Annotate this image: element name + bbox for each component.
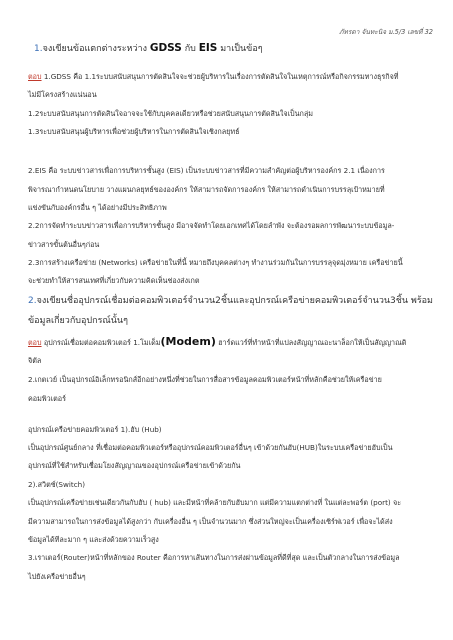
answer-b-line: จิตัล (28, 356, 42, 365)
answer-2-line: 2.EIS คือ ระบบข่าวสารเพื่อการบริหารชั้นสูง (EIS) เป็นระบบข่าวสารที่มีความสำคัญต่อผู้บริหารองค์กร 2.1 เนื่องการ (28, 166, 385, 175)
answer-1-line: 1.3ระบบสนับสนุนผู้บริหารเพื่อช่วยผู้บริหารในการตัดสินใจเชิงกลยุทธ์ (28, 127, 240, 136)
answer-b-line: มีความสามารถในการส่งข้อมูลได้สูงกว่า กับเครื่องอื่น ๆ เป็นจำนวนมาก ซึ่งส่วนใหญ่จะเป็นเครื่องเซิร์ฟเวอร์ เพื่อจะได้ส่ง (28, 517, 393, 526)
answer-b-line: ไปยังเครือข่ายอื่นๆ (28, 572, 86, 581)
answer-text: ฮาร์ดแวร์ที่ทำหน้าที่แปลงสัญญาณอะนาล็อกให้เป็นสัญญาณดิ (215, 338, 407, 347)
answer-b-line: คอมพิวเตอร์ (28, 394, 66, 403)
question-1-text: จงเขียนข้อแตกต่างระหว่าง (42, 44, 150, 54)
answer-2-line: จะช่วยทำให้สารสนเทศที่เกี่ยวกับความคิดเห็นช่องส่งเกต (28, 276, 200, 285)
question-2-number: 2. (28, 296, 37, 306)
answer-2-line: แข่งขันกับองค์กรอื่น ๆ ได้อย่างมีประสิทธิภาพ (28, 203, 167, 212)
answer-b-line: อุปกรณ์เครือข่ายคอมพิวเตอร์ 1).ฮับ (Hub) (28, 425, 162, 434)
question-1 (34, 43, 263, 54)
answer-text: อุปกรณ์เชื่อมต่อคอมพิวเตอร์ 1.โมเด็ม (41, 338, 161, 347)
eis-term: EIS (198, 42, 218, 54)
answer-label: ตอบ (28, 338, 42, 347)
question-1-text: มาเป็นข้อๆ (217, 44, 263, 54)
answer-1-line: ไม่มีโครงสร้างแน่นอน (28, 90, 97, 99)
question-2-text: ข้อมูลเกี่ยวกับอุปกรณ์นั้นๆ (28, 316, 128, 326)
modem-term: (Modem) (160, 335, 216, 348)
gdss-term: GDSS (149, 42, 182, 54)
answer-b-line: ข้อมูลได้ทีละมาก ๆ และส่งด้วยความเร็วสูง (28, 535, 159, 544)
answer-1-line (28, 72, 399, 82)
answer-b-line: เป็นอุปกรณ์เครือข่ายเช่นเดียวกันกับฮับ ( hub) และมีหน้าที่คล้ายกับฮับมาก แต่มีความแตกต่างที่ ในแต่ละพอร์ต (port) จะ (28, 498, 402, 507)
student-info: ภัทรดา จันทะนิจ ม.5/3 เลขที่ 32 (339, 28, 433, 36)
answer-2-line: 2.3การสร้างเครือข่าย (Networks) เครือข่ายในที่นี้ หมายถึงบุคคลต่างๆ ทำงานร่วมกันในการบรรลุจุดมุ่งหมาย เครือข่ายนี้ (28, 258, 403, 267)
answer-b-line: อุปกรณ์ที่ใช้สำหรับเชื่อมโยงสัญญาณของอุปกรณ์เครือข่ายเข้าด้วยกัน (28, 461, 241, 470)
answer-label: ตอบ (28, 72, 42, 81)
answer-2-line: 2.2การจัดทำระบบข่าวสารเพื่อการบริหารชั้นสูง มีอาจจัดทำโดยเอกเทศได้โดยลำพัง จะต้องรอผลการพัฒนาระบบข้อมูล- (28, 221, 395, 230)
answer-b-line: 2).สวิตช์(Switch) (28, 480, 86, 489)
answer-b-line: 2.เกตเวย์ เป็นอุปกรณ์อิเล็กทรอนิกส์อีกอย่างหนึ่งที่ช่วยในการสื่อสารข้อมูลคอมพิวเตอร์หน้าที่หลักคือช่วยให้เครือข่าย (28, 375, 382, 384)
answer-2-line: พิจารณากำหนดนโยบาย วางแผนกลยุทธ์ขององค์กร ให้สามารถจัดการองค์กร ให้สามารถดำเนินการบรรลุเป้าหมายที่ (28, 185, 385, 194)
answer-b-line: เป็นอุปกรณ์ศูนย์กลาง ที่เชื่อมต่อคอมพิวเตอร์หรืออุปกรณ์คอมพิวเตอร์อื่นๆ เข้าด้วยกันฮับ(HUB)ในระบบเครือข่ายฮับเป็น (28, 443, 393, 452)
question-1-number: 1. (34, 44, 43, 54)
answer-b-line: 3.เราเตอร์(Router)หน้าที่หลักของ Router คือการหาเส้นทางในการส่งผ่านข้อมูลที่ดีที่สุด และเป็นตัวกลางในการส่งข้อมูล (28, 553, 400, 562)
question-1-text: กับ (181, 44, 199, 54)
answer-text: 1.GDSS คือ 1.1ระบบสนับสนุนการตัดสินใจจะช่วยผู้บริหารในเรื่องการตัดสินใจในเหตุการณ์หรือกิจกรรมทางธุรกิจที่ (41, 72, 399, 81)
answer-1-line: 1.2ระบบสนับสนุนการตัดสินใจอาจจะใช้กับบุคคลเดียวหรือช่วยสนับสนุนการตัดสินใจเป็นกลุ่ม (28, 109, 313, 118)
answer-2-line: ข่าวสารขั้นต้นอื่นๆก่อน (28, 240, 100, 249)
answer-b-line (28, 337, 406, 348)
question-2-text: จงเขียนชื่ออุปกรณ์เชื่อมต่อคอมพิวเตอร์จำนวน2ชิ้นและอุปกรณ์เครือข่ายคอมพิวเตอร์จำนวน3ชิ้น พร้อม (36, 296, 433, 306)
question-2 (28, 296, 433, 306)
